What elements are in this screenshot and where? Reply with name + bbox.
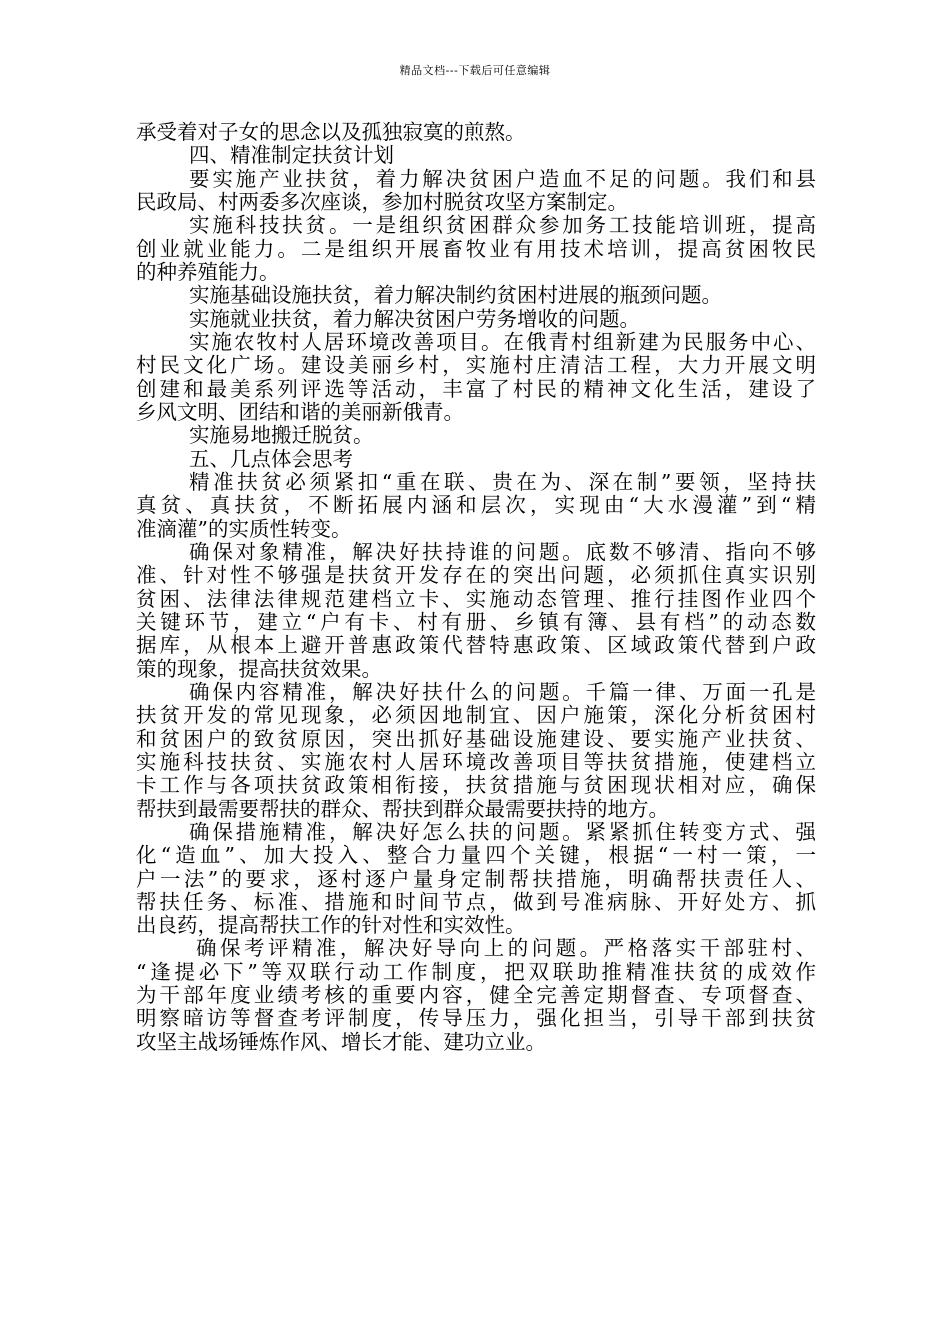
text-line: 贫困、法律法律规范建档立卡、实施动态管理、推行挂图作业四个 <box>136 586 816 611</box>
document-body <box>136 121 816 1054</box>
text-line: 实施科技扶贫。一是组织贫困群众参加务工技能培训班，提高 <box>189 213 816 238</box>
text-line: 出良药，提高帮扶工作的针对性和实效性。 <box>136 913 526 938</box>
text-line: 实施科技扶贫、实施农村人居环境改善项目等扶贫措施，使建档立 <box>136 749 816 774</box>
text-line: 实施农牧村人居环境改善项目。在俄青村组新建为民服务中心、 <box>189 329 816 354</box>
text-line: 承受着对子女的思念以及孤独寂寞的煎熬。 <box>136 120 526 144</box>
text-line: 户一法”的要求，逐村逐户量身定制帮扶措施，明确帮扶责任人、 <box>136 866 816 891</box>
text-line: 准滴灌”的实质性转变。 <box>136 516 352 541</box>
page-header: 精品文档---下载后可任意编辑 <box>399 64 551 77</box>
text-line: 精准扶贫必须紧扣“重在联、贵在为、深在制”要领，坚持扶 <box>189 469 816 494</box>
text-line: 化“造血”、加大投入、整合力量四个关键，根据“一村一策，一 <box>136 843 816 868</box>
text-line: 确保内容精准，解决好扶什么的问题。千篇一律、万面一孔是 <box>189 679 816 704</box>
text-line: 帮扶任务、标准、措施和时间节点，做到号准病脉、开好处方、抓 <box>136 889 816 914</box>
text-line: 四、精准制定扶贫计划 <box>189 143 394 168</box>
text-line: “逢提必下”等双联行动工作制度，把双联助推精准扶贫的成效作 <box>136 959 816 984</box>
text-line: 创建和最美系列评选等活动，丰富了村民的精神文化生活，建设了 <box>136 376 816 401</box>
text-line: 扶贫开发的常见现象，必须因地制宜、因户施策，深化分析贫困村 <box>136 703 816 728</box>
text-line: 明察暗访等督查考评制度，传导压力，强化担当，引导干部到扶贫 <box>136 1006 816 1031</box>
text-line: 确保措施精准，解决好怎么扶的问题。紧紧抓住转变方式、强 <box>189 819 816 844</box>
text-line: 据库，从根本上避开普惠政策代替特惠政策、区域政策代替到户政 <box>136 633 816 658</box>
text-line: 策的现象，提高扶贫效果。 <box>136 656 382 681</box>
text-line: 五、几点体会思考 <box>189 446 353 471</box>
text-line: 民政局、村两委多次座谈，参加村脱贫攻坚方案制定。 <box>136 189 628 214</box>
text-line: 卡工作与各项扶贫政策相衔接，扶贫措施与贫困现状相对应，确保 <box>136 773 816 798</box>
text-line: 攻坚主战场锤炼作风、增长才能、建功立业。 <box>136 1029 546 1054</box>
text-line: 真贫、真扶贫，不断拓展内涵和层次，实现由“大水漫灌”到“精 <box>136 493 816 518</box>
text-line: 实施就业扶贫，着力解决贫困户劳务增收的问题。 <box>189 306 640 331</box>
text-line: 关键环节，建立“户有卡、村有册、乡镇有簿、县有档”的动态数 <box>136 609 816 634</box>
text-line: 和贫困户的致贫原因，突出抓好基础设施建设、要实施产业扶贫、 <box>136 726 816 751</box>
text-line: 实施易地搬迁脱贫。 <box>189 423 374 448</box>
text-line: 实施基础设施扶贫，着力解决制约贫困村进展的瓶颈问题。 <box>189 283 722 308</box>
text-line: 确保对象精准，解决好扶持谁的问题。底数不够清、指向不够 <box>189 539 816 564</box>
text-line: 创业就业能力。二是组织开展畜牧业有用技术培训，提高贫困牧民 <box>136 236 816 261</box>
text-line: 确保考评精准，解决好导向上的问题。严格落实干部驻村、 <box>196 936 816 961</box>
text-line: 帮扶到最需要帮扶的群众、帮扶到群众最需要扶持的地方。 <box>136 796 669 821</box>
text-line: 的种养殖能力。 <box>136 259 280 284</box>
text-line: 村民文化广场。建设美丽乡村，实施村庄清洁工程，大力开展文明 <box>136 353 816 378</box>
text-line: 为干部年度业绩考核的重要内容，健全完善定期督查、专项督查、 <box>136 983 816 1008</box>
text-line: 要实施产业扶贫，着力解决贫困户造血不足的问题。我们和县 <box>189 166 816 191</box>
text-line: 准、针对性不够强是扶贫开发存在的突出问题，必须抓住真实识别 <box>136 563 816 588</box>
text-line: 乡风文明、团结和谐的美丽新俄青。 <box>136 399 464 424</box>
